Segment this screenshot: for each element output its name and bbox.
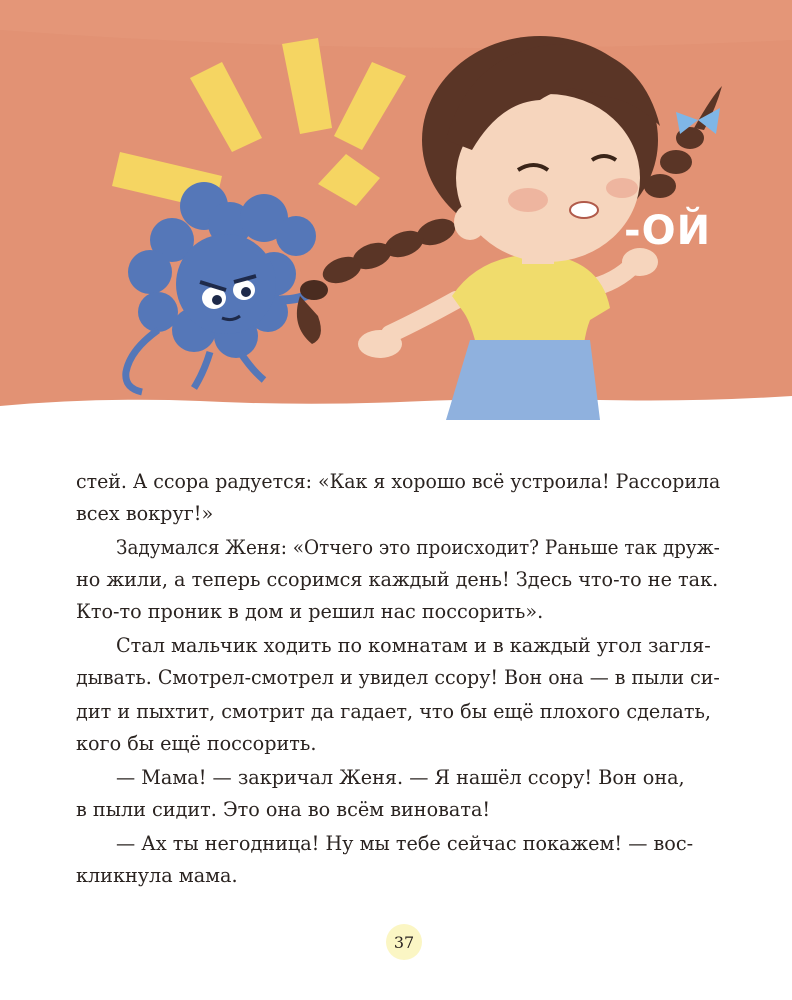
- text-line: кого бы ещё поссорить.: [76, 732, 317, 755]
- text-line: дит и пыхтит, смотрит да гадает, что бы ещё плохого сделать,: [76, 700, 712, 723]
- page-number: 37: [393, 932, 415, 952]
- text-line: в пыли сидит. Это она во всём виновата!: [76, 798, 491, 821]
- text-line: но жили, а теперь ссоримся каждый день! Здесь что-то не так.: [76, 568, 719, 591]
- exclamation-text: -ОЙ: [624, 208, 712, 254]
- page-number-badge: [386, 924, 422, 960]
- text-line: всех вокруг!»: [76, 502, 214, 525]
- text-line: — Ах ты негодница! Ну мы тебе сейчас покажем! — вос-: [116, 832, 694, 855]
- text-line: — Мама! — закричал Женя. — Я нашёл ссору! Вон она,: [116, 766, 685, 789]
- text-line: Задумался Женя: «Отчего это происходит? Раньше так друж-: [116, 536, 720, 559]
- text-line: Кто-то проник в дом и решил нас поссорить».: [76, 600, 544, 623]
- text-line: дывать. Смотрел-смотрел и увидел ссору! Вон она — в пыли си-: [76, 666, 720, 689]
- text-line: Стал мальчик ходить по комнатам и в каждый угол загля-: [116, 634, 711, 657]
- illustration: [0, 0, 792, 430]
- text-line: стей. А ссора радуется: «Как я хорошо всё устроила! Рассорила: [76, 470, 721, 493]
- text-line: кликнула мама.: [76, 864, 238, 887]
